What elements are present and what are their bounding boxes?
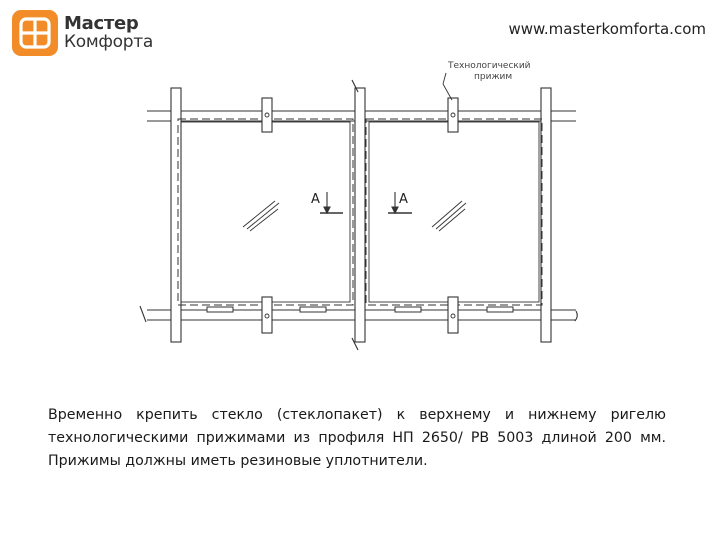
label-tech-clamp-line1: Технологический <box>448 61 531 71</box>
glass-pane-right <box>366 119 542 305</box>
setting-block-3 <box>395 307 421 312</box>
logo-line-1: Мастер <box>64 13 139 34</box>
section-mark-left: A <box>311 192 320 207</box>
clamp-top-left <box>262 98 272 132</box>
caption-text: Временно крепить стекло (стеклопакет) к верхнему и нижнему ригелю технологическими прижимами из профиля НП 2650/ РВ 5003 длиной 200 мм. Прижимы должны иметь резиновые уплотнители. <box>48 407 666 469</box>
setting-block-4 <box>487 307 513 312</box>
clamp-top-right <box>448 98 458 132</box>
setting-block-1 <box>207 307 233 312</box>
clamp-bottom-right <box>448 297 458 333</box>
mullion-center <box>355 88 365 342</box>
mullion-left <box>171 88 181 342</box>
site-url-link[interactable]: www.masterkomforta.com <box>508 20 706 38</box>
label-tech-clamp-line2: прижим <box>474 72 513 82</box>
clamp-bottom-left <box>262 297 272 333</box>
section-mark-right: A <box>399 192 408 207</box>
logo-line-2: Комфорта <box>64 32 153 52</box>
setting-block-2 <box>300 307 326 312</box>
